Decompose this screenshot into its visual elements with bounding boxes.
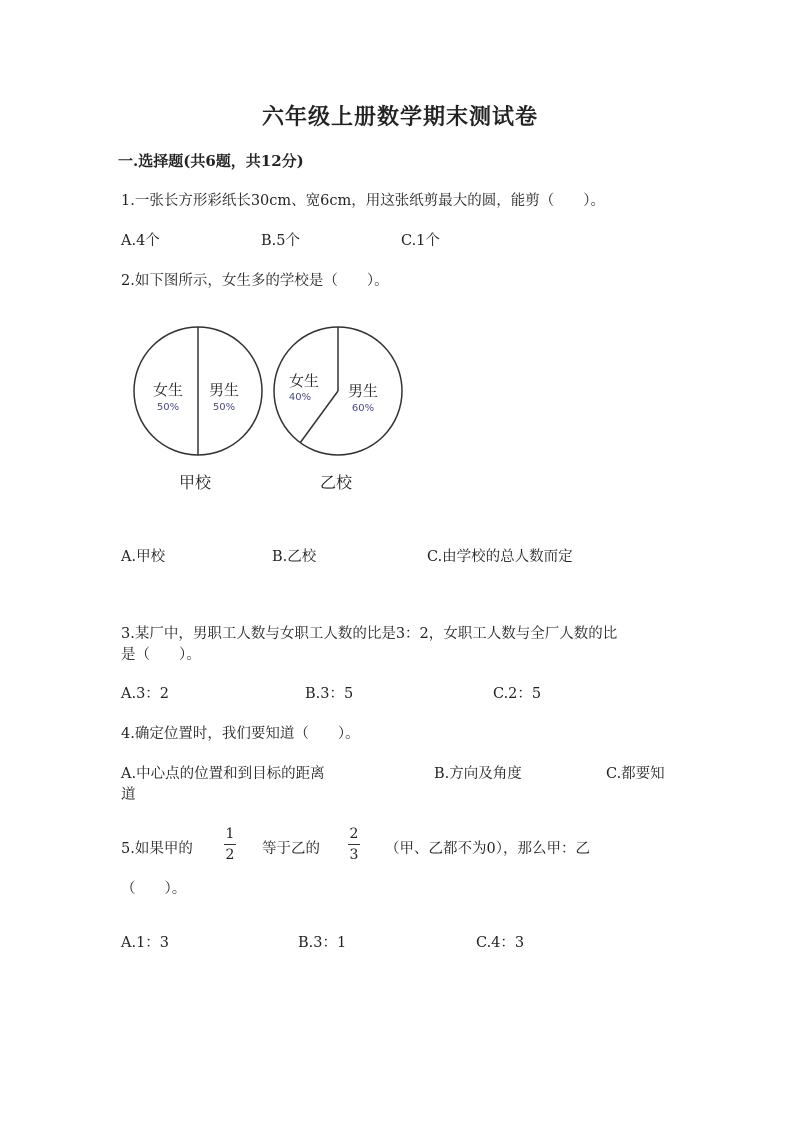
question-5-prefix: 5.如果甲的 [121, 841, 193, 857]
pie-value: 60% [351, 403, 375, 414]
pie-label: 男生 [347, 382, 379, 400]
q5-option-c[interactable]: C.4：3 [476, 935, 525, 951]
question-2: 2.如下图所示，女生多的学校是（ ）。 [121, 273, 389, 289]
fraction-numerator: 1 [225, 826, 235, 842]
q1-option-c[interactable]: C.1个 [401, 233, 440, 249]
q2-option-a[interactable]: A.甲校 [121, 549, 166, 565]
pie-caption: 乙校 [319, 473, 353, 492]
q4-option-a[interactable]: A.中心点的位置和到目标的距离 [121, 766, 325, 782]
fraction-bar [348, 844, 360, 845]
question-3: 3.某厂中，男职工人数与女职工人数的比是3：2，女职工人数与全厂人数的比 [121, 626, 618, 642]
question-1: 1.一张长方形彩纸长30cm、宽6cm，用这张纸剪最大的圆，能剪（ ）。 [121, 193, 605, 209]
pie-chart-yi [274, 327, 402, 492]
pie-chart-jia [134, 327, 262, 492]
pie-value: 50% [212, 402, 236, 413]
q1-option-b[interactable]: B.5个 [261, 233, 300, 249]
fraction-bar [224, 844, 236, 845]
question-5-middle: 等于乙的 [262, 841, 320, 857]
fraction-two-thirds [348, 826, 360, 863]
section-heading: 一.选择题(共6题，共12分) [118, 152, 304, 170]
pie-label: 男生 [208, 381, 240, 399]
q3-option-c[interactable]: C.2：5 [493, 686, 542, 702]
fraction-denominator: 2 [225, 847, 235, 863]
pie-label: 女生 [152, 381, 184, 399]
question-5-cont: （ ）。 [121, 881, 187, 897]
q4-option-c-wrap: 道 [121, 787, 136, 803]
q5-option-a[interactable]: A.1：3 [121, 935, 170, 951]
page-title: 六年级上册数学期末测试卷 [261, 104, 538, 130]
q2-option-b[interactable]: B.乙校 [272, 549, 317, 565]
fraction-denominator: 3 [349, 847, 359, 863]
pie-charts-figure [120, 318, 420, 503]
question-3-cont: 是（ ）。 [121, 647, 201, 663]
q1-option-a[interactable]: A.4个 [121, 233, 160, 249]
question-5-suffix: （甲、乙都不为0），那么甲：乙 [385, 841, 590, 857]
fraction-numerator: 2 [349, 826, 359, 842]
pie-value: 50% [156, 402, 180, 413]
q4-option-c[interactable]: C.都要知 [606, 766, 665, 782]
q4-option-b[interactable]: B.方向及角度 [434, 766, 522, 782]
pie-caption: 甲校 [178, 473, 212, 492]
pie-label: 女生 [288, 372, 320, 390]
q3-option-b[interactable]: B.3：5 [305, 686, 354, 702]
question-4: 4.确定位置时，我们要知道（ ）。 [121, 726, 360, 742]
q2-option-c[interactable]: C.由学校的总人数而定 [427, 549, 573, 565]
q3-option-a[interactable]: A.3：2 [121, 686, 170, 702]
fraction-one-half [224, 826, 236, 863]
pie-value: 40% [288, 392, 312, 403]
q5-option-b[interactable]: B.3：1 [298, 935, 347, 951]
